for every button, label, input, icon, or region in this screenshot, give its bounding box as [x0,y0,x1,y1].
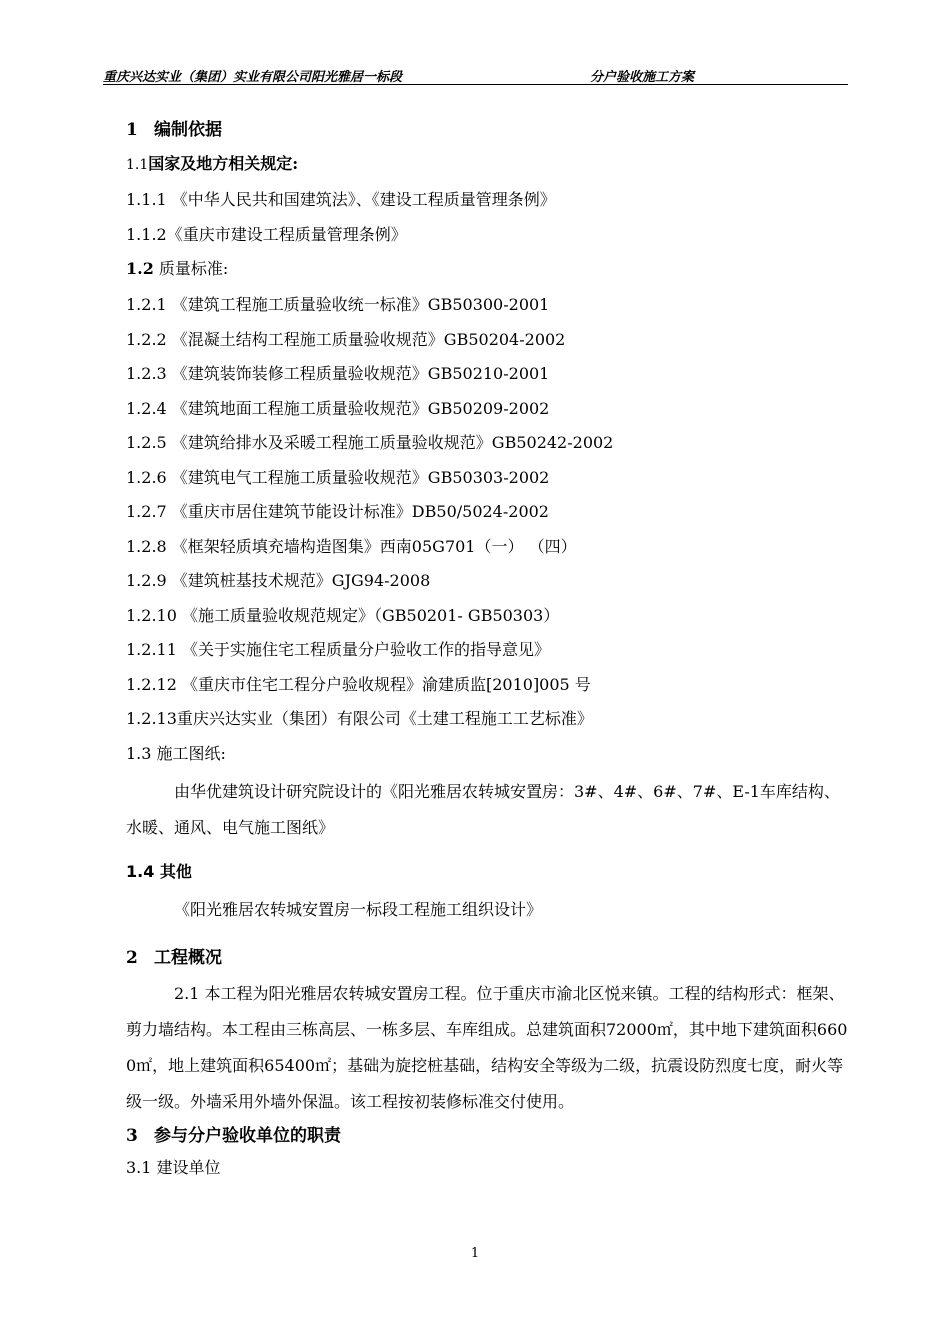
list-item: 1.2.7 《重庆市居住建筑节能设计标准》DB50/5024-2002 [126,502,549,521]
list-item: 1.2.9 《建筑桩基技术规范》GJG94-2008 [126,571,431,590]
header-doc-title: 分户验收施工方案 [590,70,695,85]
section-1-2-heading: 1.2 质量标准: [126,259,229,278]
list-item: 1.2.13重庆兴达实业（集团）有限公司《土建工程施工工艺标准》 [126,709,593,728]
list-item: 1.2.6 《建筑电气工程施工质量验收规范》GB50303-2002 [126,467,550,487]
section-2-1-text: 2.1 本工程为阳光雅居农转城安置房工程。位于重庆市渝北区悦来镇。工程的结构形式：框架、剪力墙结构。本工程由三栋高层、一栋多层、车库组成。总建筑面积72000㎡，其中地下建筑面积6600㎡，地上建筑面积65400㎡；基础为旋挖桩基础，结构安全等级为二级，抗震设防烈度七度，耐火等级一级。外墙采用外墙外保温。该工程按初装修标准交付使用。 [126,983,848,1111]
document-body [126,118,851,1192]
section-1-heading: 1 编制依据 [126,120,222,140]
list-item: 1.2.5 《建筑给排水及采暖工程施工质量验收规范》GB50242-2002 [126,433,614,452]
list-item: 1.2.10 《施工质量验收规范规定》（GB50201- GB50303） [126,605,560,625]
page-number: 1 [470,1246,480,1261]
section-2-heading: 2 工程概况 [126,947,222,968]
list-item: 1.2.12 《重庆市住宅工程分户验收规程》渝建质监[2010]005 号 [126,674,591,694]
section-1-3-heading: 1.3 施工图纸: [126,743,226,763]
list-item: 1.2.11 《关于实施住宅工程质量分户验收工作的指导意见》 [126,640,550,659]
list-item: 1.2.8 《框架轻质填充墙构造图集》西南05G701（一） （四） [126,536,577,556]
page-header [103,66,848,85]
section-1-1-heading: 1.1国家及地方相关规定: [126,154,299,173]
section-1-3-text: 由华优建筑设计研究院设计的《阳光雅居农转城安置房：3#、4#、6#、7#、E-1车库结构、水暖、通风、电气施工图纸》 [126,781,840,837]
list-item: 1.2.2 《混凝土结构工程施工质量验收规范》GB50204-2002 [126,329,566,349]
list-item: 1.2.3 《建筑装饰装修工程质量验收规范》GB50210-2001 [126,364,550,383]
section-1-4-text: 《阳光雅居农转城安置房一标段工程施工组织设计》 [174,899,543,919]
section-1-4-heading: 1.4 其他 [126,861,192,881]
list-item: 1.1.2《重庆市建设工程质量管理条例》 [126,224,407,244]
list-item: 1.2.4 《建筑地面工程施工质量验收规范》GB50209-2002 [126,398,550,418]
header-company: 重庆兴达实业（集团）实业有限公司阳光雅居一标段 [103,70,403,85]
list-item: 1.2.1 《建筑工程施工质量验收统一标准》GB50300-2001 [126,295,550,314]
section-3-1-heading: 3.1 建设单位 [126,1157,221,1177]
section-3-heading: 3 参与分户验收单位的职责 [126,1125,341,1146]
list-item: 1.1.1 《中华人民共和国建筑法》、《建设工程质量管理条例》 [126,190,556,209]
